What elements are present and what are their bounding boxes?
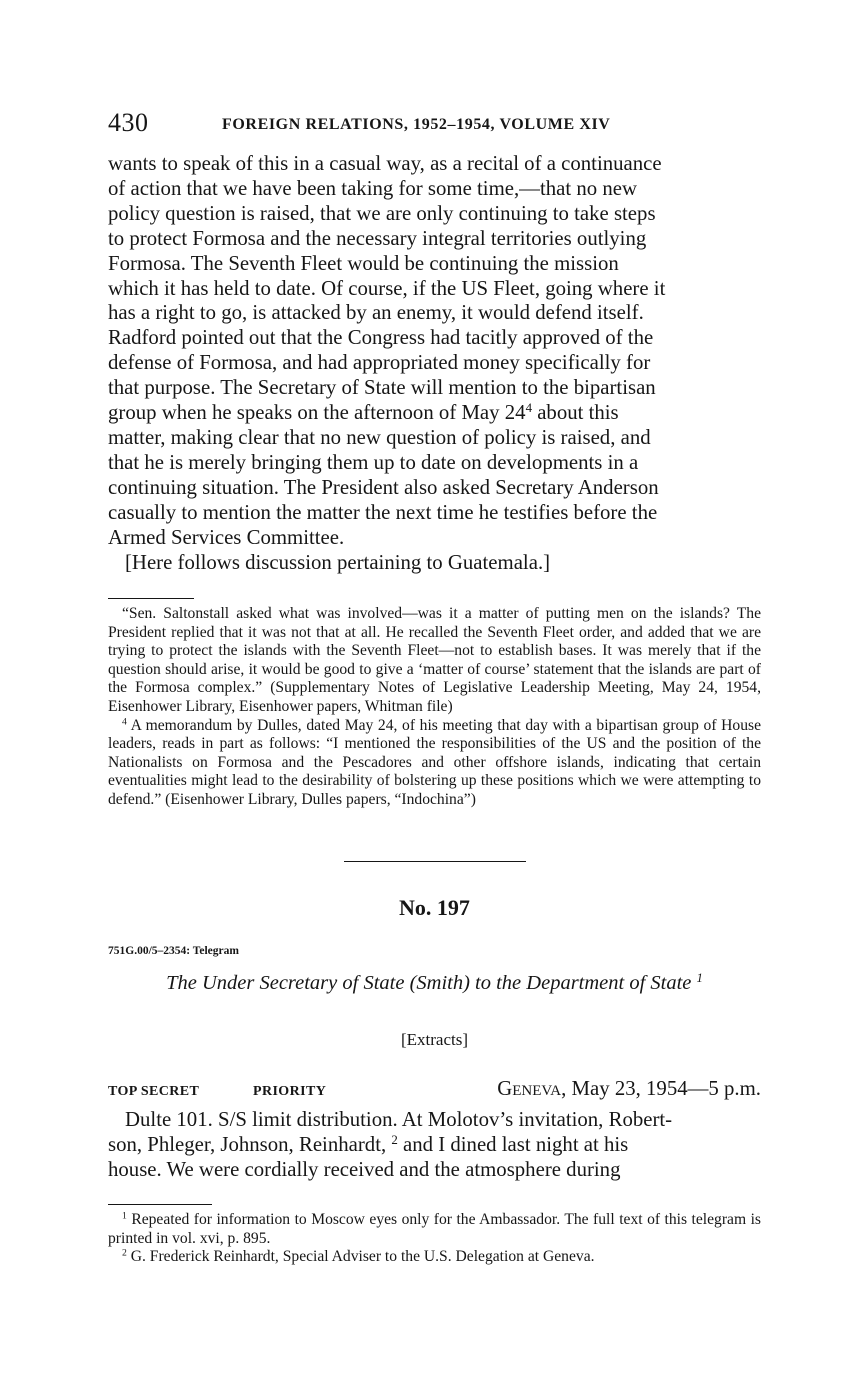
text-line: son, Phleger, Johnson, Reinhardt, [108, 1133, 387, 1156]
footnote-marker: 4 [122, 716, 127, 728]
file-reference: 751G.00/5–2354: Telegram [108, 945, 239, 957]
footnote-ref-2[interactable]: 2 [391, 1132, 398, 1147]
text-line: casually to mention the matter the next time he testifies before the [108, 500, 658, 524]
text-line: Radford pointed out that the Congress had tacitly approved of the [108, 326, 654, 350]
precedence: PRIORITY [253, 1084, 327, 1099]
text-line: Dulte 101. S/S limit distribution. At Molotov’s invitation, Robert- [125, 1108, 673, 1131]
main-paragraph [108, 152, 761, 551]
running-head [108, 108, 761, 142]
footnote-divider [108, 598, 194, 599]
footnote-text: G. Frederick Reinhardt, Special Adviser to the U.S. Delegation at Geneva. [126, 1248, 595, 1266]
dateline-row [108, 1077, 761, 1105]
document-title [108, 972, 761, 995]
footnote-marker: 2 [122, 1247, 127, 1259]
text-line: has a right to go, is attacked by an enemy, it would defend itself. [108, 301, 644, 325]
telegram-paragraph [108, 1107, 761, 1182]
text-line: and I dined last night at his [397, 1133, 629, 1156]
text-line: defense of Formosa, and had appropriated money specifically for [108, 351, 651, 375]
document-number: No. 197 [399, 895, 470, 920]
footnote-4 [108, 717, 761, 810]
text-line: Formosa. The Seventh Fleet would be continuing the mission [108, 251, 619, 275]
text-line: policy question is raised, that we are only continuing to take steps [108, 201, 656, 225]
footnote-ref-4[interactable]: 4 [525, 400, 532, 415]
text-line: that purpose. The Secretary of State will mention to the bipartisan [108, 376, 656, 400]
text-line: about this [532, 401, 619, 425]
text-line: which it has held to date. Of course, if the US Fleet, going where it [108, 276, 666, 300]
footnote-2 [108, 1248, 761, 1267]
section-divider [344, 861, 526, 862]
text-line: matter, making clear that no new question of policy is raised, and [108, 425, 651, 449]
extracts-label: [Extracts] [400, 1030, 469, 1049]
text-line: house. We were cordially received and the atmosphere during [108, 1158, 621, 1181]
footnote-text: A memorandum by Dulles, dated May 24, of his meeting that day with a bipartisan group of House leaders, reads in part as follows: “I mentioned the responsibilities of the US and the position of the Nationalists on Formosa and the Pescadores and other offshore islands, indicating that certain eventualities might lead to the desirability of bolstering up these positions which we were attempting to defend.” (Eisenhower Library, Dulles papers, “Indochina”) [108, 716, 761, 808]
text-line: that he is merely bringing them up to date on developments in a [108, 450, 639, 474]
footnote-divider [108, 1204, 212, 1205]
dateline [497, 1077, 761, 1101]
footnote-marker: 1 [122, 1210, 127, 1222]
telegram-body [108, 1107, 761, 1182]
footnotes-top [108, 605, 761, 810]
document-title-text: The Under Secretary of State (Smith) to the Department of State [166, 972, 692, 994]
text-line: Armed Services Committee. [108, 525, 345, 549]
text-line: group when he speaks on the afternoon of May 24 [108, 401, 526, 425]
footnote-quote: “Sen. Saltonstall asked what was involved—was it a matter of putting men on the islands? The President replied that it was not that at all. He recalled the Seventh Fleet order, and added that we are trying to protect the islands with the Seventh Fleet—not to establish bases. It was merely that if the question should arise, it would be good to give a ‘matter of course’ statement that the islands are part of the Formosa complex.” (Supplementary Notes of Legislative Leadership Meeting, May 24, 1954, Eisenhower Library, Eisenhower papers, Whitman file) [108, 605, 761, 715]
editorial-note: [Here follows discussion pertaining to Guatemala.] [125, 550, 551, 574]
main-text [108, 152, 761, 575]
dateline-place: Geneva [497, 1077, 562, 1100]
footnote-1 [108, 1211, 761, 1248]
classification: TOP SECRET [108, 1084, 200, 1099]
dateline-date: , May 23, 1954—5 p.m. [561, 1077, 761, 1100]
footnote-text: Repeated for information to Moscow eyes only for the Ambassador. The full text of this telegram is printed in vol. xvi, p. 895. [108, 1211, 761, 1247]
page-number: 430 [108, 108, 149, 137]
running-title: FOREIGN RELATIONS, 1952–1954, VOLUME XIV [222, 116, 611, 133]
footnote-ref-1[interactable]: 1 [696, 971, 703, 986]
footnotes-bottom [108, 1211, 761, 1267]
text-line: wants to speak of this in a casual way, as a recital of a continuance [108, 152, 662, 175]
text-line: to protect Formosa and the necessary integral territories outlying [108, 226, 647, 250]
text-line: of action that we have been taking for some time,—that no new [108, 176, 638, 200]
text-line: continuing situation. The President also asked Secretary Anderson [108, 475, 659, 499]
